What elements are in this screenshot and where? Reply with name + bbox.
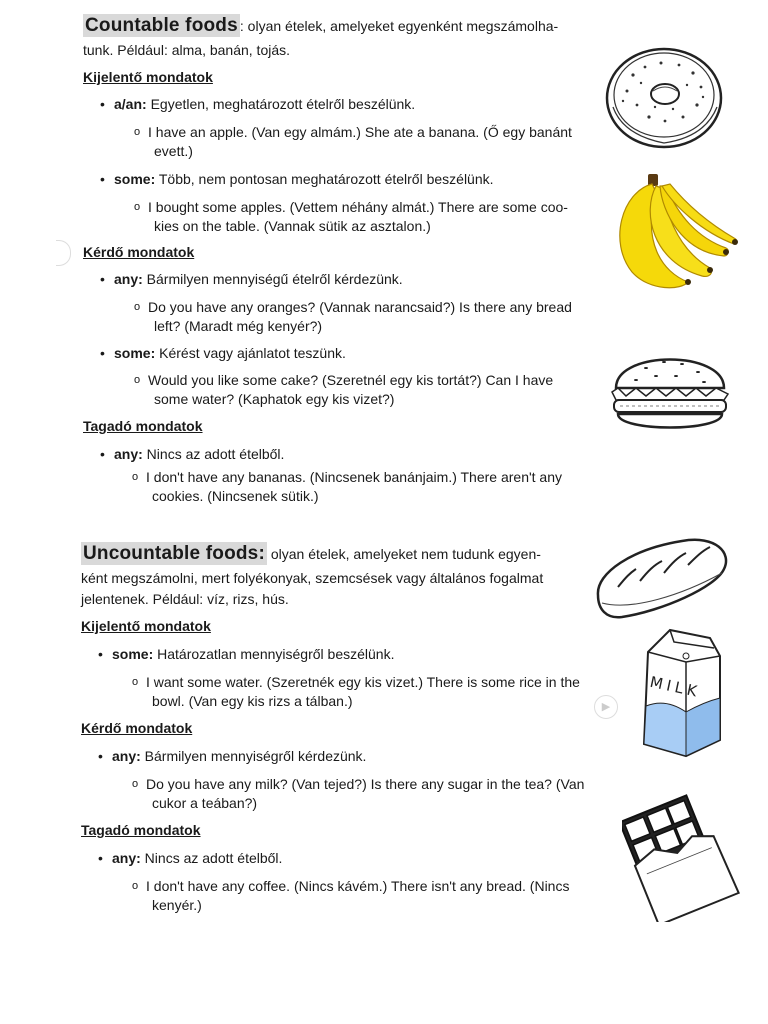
- list-item: • some: Határozatlan mennyiségről beszélünk.: [98, 646, 395, 662]
- example-item: o I want some water. (Szeretnék egy kis vizet.) There is some rice in the bowl. (Van egy kis rizs a tálban.): [132, 674, 580, 709]
- uncountable-title: Uncountable foods:: [83, 543, 265, 564]
- list-item: • a/an: Egyetlen, meghatározott ételről beszélünk.: [100, 96, 416, 112]
- milk-carton-icon: [638, 628, 724, 760]
- list-item: • some: Több, nem pontosan meghatározott ételről beszélünk.: [100, 171, 494, 187]
- uncountable-heading-negative: Tagadó mondatok: [81, 822, 201, 838]
- bread-icon: [592, 533, 732, 623]
- donut-icon: [603, 45, 725, 151]
- next-page-icon[interactable]: ▶: [594, 695, 618, 719]
- countable-heading-interrogative: Kérdő mondatok: [83, 244, 195, 260]
- list-item: • any: Bármilyen mennyiségű ételről kérdezünk.: [100, 271, 403, 287]
- example-item: o I bought some apples. (Vettem néhány almát.) There are some coo- kies on the table. (Vannak sütik az asztalon.): [134, 199, 568, 234]
- countable-title: Countable foods: [85, 15, 238, 36]
- countable-intro: Countable foods : olyan ételek, amelyeket egyenként megszámolha-: [85, 15, 559, 36]
- example-item: o Would you like some cake? (Szeretnél egy kis tortát?) Can I have some water? (Kaphatok egy kis vizet?): [134, 372, 554, 407]
- countable-heading-declarative: Kijelentő mondatok: [83, 69, 213, 85]
- milk-label: MILK: [648, 672, 703, 702]
- example-item: o I don't have any coffee. (Nincs kávém.) There isn't any bread. (Nincs kenyér.): [132, 878, 570, 913]
- countable-intro-line2: tunk. Például: alma, banán, tojás.: [83, 42, 291, 58]
- uncountable-heading-declarative: Kijelentő mondatok: [81, 618, 211, 634]
- uncountable-intro-line3: jelentenek. Például: víz, rizs, hús.: [81, 591, 289, 607]
- uncountable-heading-interrogative: Kérdő mondatok: [81, 720, 193, 736]
- list-item: • any: Nincs az adott ételből.: [100, 446, 285, 462]
- example-item: o I have an apple. (Van egy almám.) She ate a banana. (Ő egy banánt evett.): [134, 124, 572, 159]
- example-item: o I don't have any bananas. (Nincsenek banánjaim.) There aren't any cookies. (Nincsenek sütik.): [132, 469, 563, 504]
- example-item: o Do you have any milk? (Van tejed?) Is there any sugar in the tea? (Van cukor a teában?): [132, 776, 585, 811]
- countable-heading-negative: Tagadó mondatok: [83, 418, 203, 434]
- list-item: • any: Nincs az adott ételből.: [98, 850, 283, 866]
- uncountable-intro-line2: ként megszámolni, mert folyékonyak, szemcsések vagy általános fogalmat: [81, 570, 544, 586]
- example-item: o Do you have any oranges? (Vannak narancsaid?) Is there any bread left? (Maradt még kenyér?): [134, 299, 572, 334]
- burger-icon: [606, 340, 734, 440]
- list-item: • any: Bármilyen mennyiségről kérdezünk.: [98, 748, 367, 764]
- banana-icon: [612, 172, 740, 294]
- prev-page-icon[interactable]: [56, 240, 71, 266]
- list-item: • some: Kérést vagy ajánlatot teszünk.: [100, 345, 346, 361]
- chocolate-bar-icon: [622, 790, 742, 922]
- uncountable-intro: Uncountable foods: olyan ételek, amelyeket nem tudunk egyen-: [83, 543, 541, 564]
